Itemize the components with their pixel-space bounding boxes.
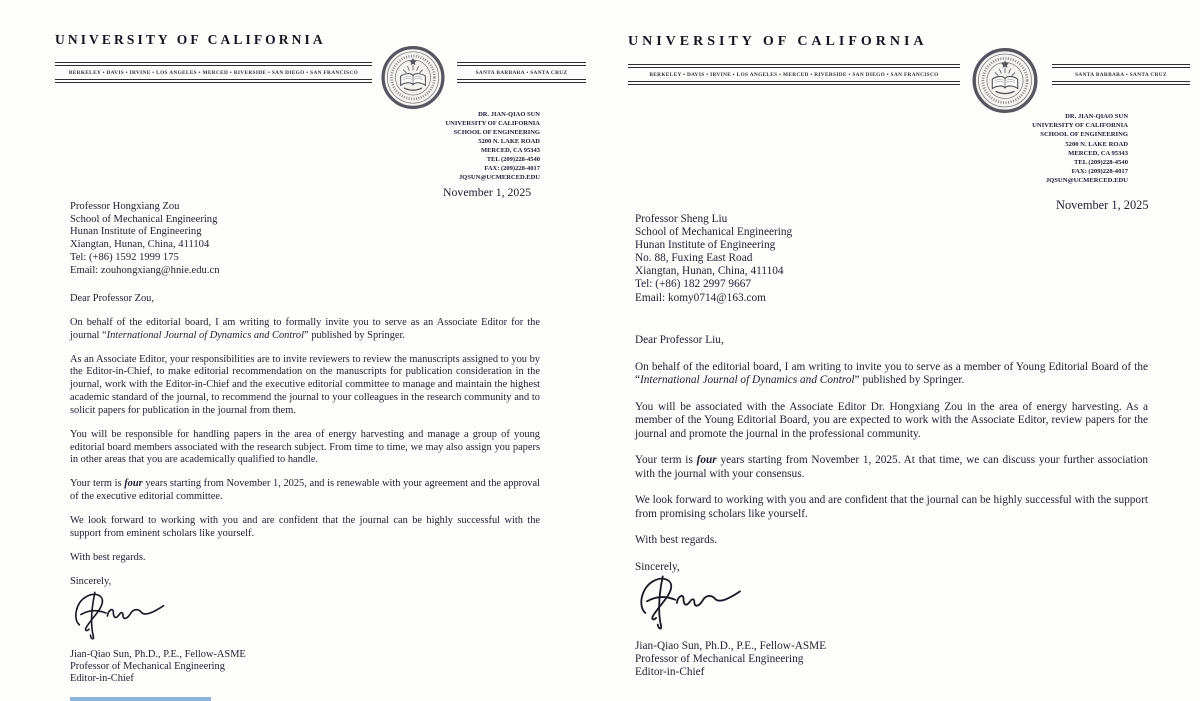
closing-line: With best regards. (70, 551, 146, 563)
text-line: TEL (209)228-4540 (486, 156, 540, 163)
text-line: MERCED, CA 95343 (1068, 149, 1128, 157)
letter-body (635, 334, 1148, 680)
text-line: Jian-Qiao Sun, Ph.D., P.E., Fellow-ASME (635, 640, 827, 652)
text-line: Hunan Institute of Engineering (70, 226, 202, 238)
text-line: Jian-Qiao Sun, Ph.D., P.E., Fellow-ASME (70, 649, 246, 661)
letter-body (70, 293, 540, 684)
text-line: Professor of Mechanical Engineering (635, 653, 804, 666)
text-line: SCHOOL OF ENGINEERING (453, 129, 540, 136)
letter-body-paragraphs (70, 317, 540, 541)
campus-list-left: BERKELEY • DAVIS • IRVINE • LOS ANGELES • MERCED • RIVERSIDE • SAN DIEGO • SAN FRANCISCO (628, 64, 960, 85)
text-line: UNIVERSITY OF CALIFORNIA (1032, 122, 1128, 130)
text-line: JQSUN@UCMERCED.EDU (1045, 177, 1128, 185)
sender-address-block (445, 110, 540, 182)
text-line: No. 88, Fuxing East Road (635, 252, 753, 265)
text-line: Professor Hongxiang Zou (70, 201, 180, 212)
uc-seal-icon (966, 47, 1044, 114)
bottom-blue-line (70, 697, 211, 701)
signer-identity-block (70, 649, 540, 684)
body-paragraph: We look forward to working with you and are confident that the journal can be highly successful with the support from eminent scholars like yourself. (70, 514, 540, 539)
body-paragraph: You will be associated with the Associate Editor Dr. Hongxiang Zou in the area of energy harvesting. As a member of the Young Editorial Board, you are expected to work with the Associate Editor, review papers for the journal and promote the journal in the professional community. (635, 400, 1148, 440)
signer-identity-block (635, 640, 1148, 680)
university-title: UNIVERSITY OF CALIFORNIA (55, 32, 326, 47)
body-paragraph: On behalf of the editorial board, I am writing to formally invite you to serve as an Associate Editor for the journal “International Journal of Dynamics and Control” published by Springer. (70, 316, 540, 341)
body-paragraph: Your term is four years starting from November 1, 2025. At that time, we can discuss your further association with the journal with your consensus. (635, 454, 1148, 480)
campus-list-right: SANTA BARBARA • SANTA CRUZ (1052, 64, 1190, 85)
uc-seal-icon (376, 45, 450, 110)
text-line: School of Mechanical Engineering (635, 226, 793, 239)
text-line: FAX: (209)228-4017 (1071, 168, 1128, 176)
closing-line: With best regards. (635, 534, 718, 546)
text-line: DR. JIAN-QIAO SUN (1065, 113, 1128, 120)
handwritten-signature (72, 588, 168, 644)
salutation: Dear Professor Zou, (70, 293, 154, 304)
handwritten-signature (637, 572, 745, 634)
text-line: School of Mechanical Engineering (70, 213, 218, 225)
sender-address-block (1032, 112, 1128, 186)
text-line: MERCED, CA 95343 (480, 147, 540, 154)
text-line: Tel: (+86) 182 2997 9667 (635, 278, 752, 291)
text-line: SCHOOL OF ENGINEERING (1040, 131, 1128, 139)
text-line: Professor Sheng Liu (635, 213, 728, 225)
letter-page-right (600, 0, 1200, 701)
campus-list-right: SANTA BARBARA • SANTA CRUZ (457, 62, 586, 83)
text-line: Professor of Mechanical Engineering (70, 660, 225, 672)
text-line: Editor-in-Chief (70, 672, 134, 684)
letter-body-paragraphs (635, 361, 1148, 522)
text-line: Hunan Institute of Engineering (635, 239, 776, 252)
text-line: TEL (209)228-4540 (1073, 159, 1128, 167)
double-rule (457, 79, 586, 83)
signoff-line: Sincerely, (70, 575, 112, 587)
signoff-line: Sincerely, (635, 560, 680, 573)
text-line: Tel: (+86) 1592 1999 175 (70, 251, 179, 263)
text-line: 5200 N. LAKE ROAD (1065, 140, 1128, 148)
body-paragraph: You will be responsible for handling papers in the area of energy harvesting and manage a group of young editorial board members associated with the research subject. From time to time, we may also assign you papers in other areas that you are academically qualified to handle. (70, 428, 540, 466)
text-line: Editor-in-Chief (635, 666, 705, 679)
text-line: FAX: (209)228-4017 (484, 165, 540, 172)
body-paragraph: We look forward to working with you and are confident that the journal can be highly successful with the support from promising scholars like yourself. (635, 494, 1148, 520)
text-line: JQSUN@UCMERCED.EDU (459, 174, 540, 181)
text-line: 5200 N. LAKE ROAD (478, 138, 540, 145)
text-line: Email: komy0714@163.com (635, 291, 766, 304)
double-rule (628, 81, 960, 85)
body-paragraph: Your term is four years starting from November 1, 2025, and is renewable with your agreement and the approval of the executive editorial committee. (70, 478, 540, 503)
double-rule (55, 79, 372, 83)
double-rule (1052, 81, 1190, 85)
text-line: Email: zouhongxiang@hnie.edu.cn (70, 264, 220, 276)
text-line: DR. JIAN-QIAO SUN (478, 111, 540, 118)
university-title: UNIVERSITY OF CALIFORNIA (628, 34, 928, 49)
text-line: UNIVERSITY OF CALIFORNIA (445, 120, 540, 127)
body-paragraph: As an Associate Editor, your responsibilities are to invite reviewers to review the manuscripts assigned to you by the Editor-in-Chief, to make editorial recommendation on the manuscripts for publication consideration in the journal, work with the Editor-in-Chief and the executive editorial committee to manage and maintain the highest academic standard of the journal, to recommend the journal to your colleagues in the research community and to solicit papers for publication in the journal from them. (70, 353, 540, 416)
text-line: Xiangtan, Hunan, China, 411104 (635, 265, 784, 278)
campus-list-left: BERKELEY • DAVIS • IRVINE • LOS ANGELES • MERCED • RIVERSIDE • SAN DIEGO • SAN FRANCISCO (55, 62, 372, 83)
text-line: Xiangtan, Hunan, China, 411104 (70, 239, 210, 251)
recipient-address-block (635, 213, 792, 305)
salutation: Dear Professor Liu, (635, 334, 724, 346)
letter-date: November 1, 2025 (1056, 198, 1149, 212)
recipient-address-block (70, 201, 220, 277)
body-paragraph: On behalf of the editorial board, I am writing to invite you to serve as a member of Young Editorial Board of the “International Journal of Dynamics and Control” published by Springer. (635, 360, 1148, 386)
letter-date: November 1, 2025 (443, 185, 532, 199)
